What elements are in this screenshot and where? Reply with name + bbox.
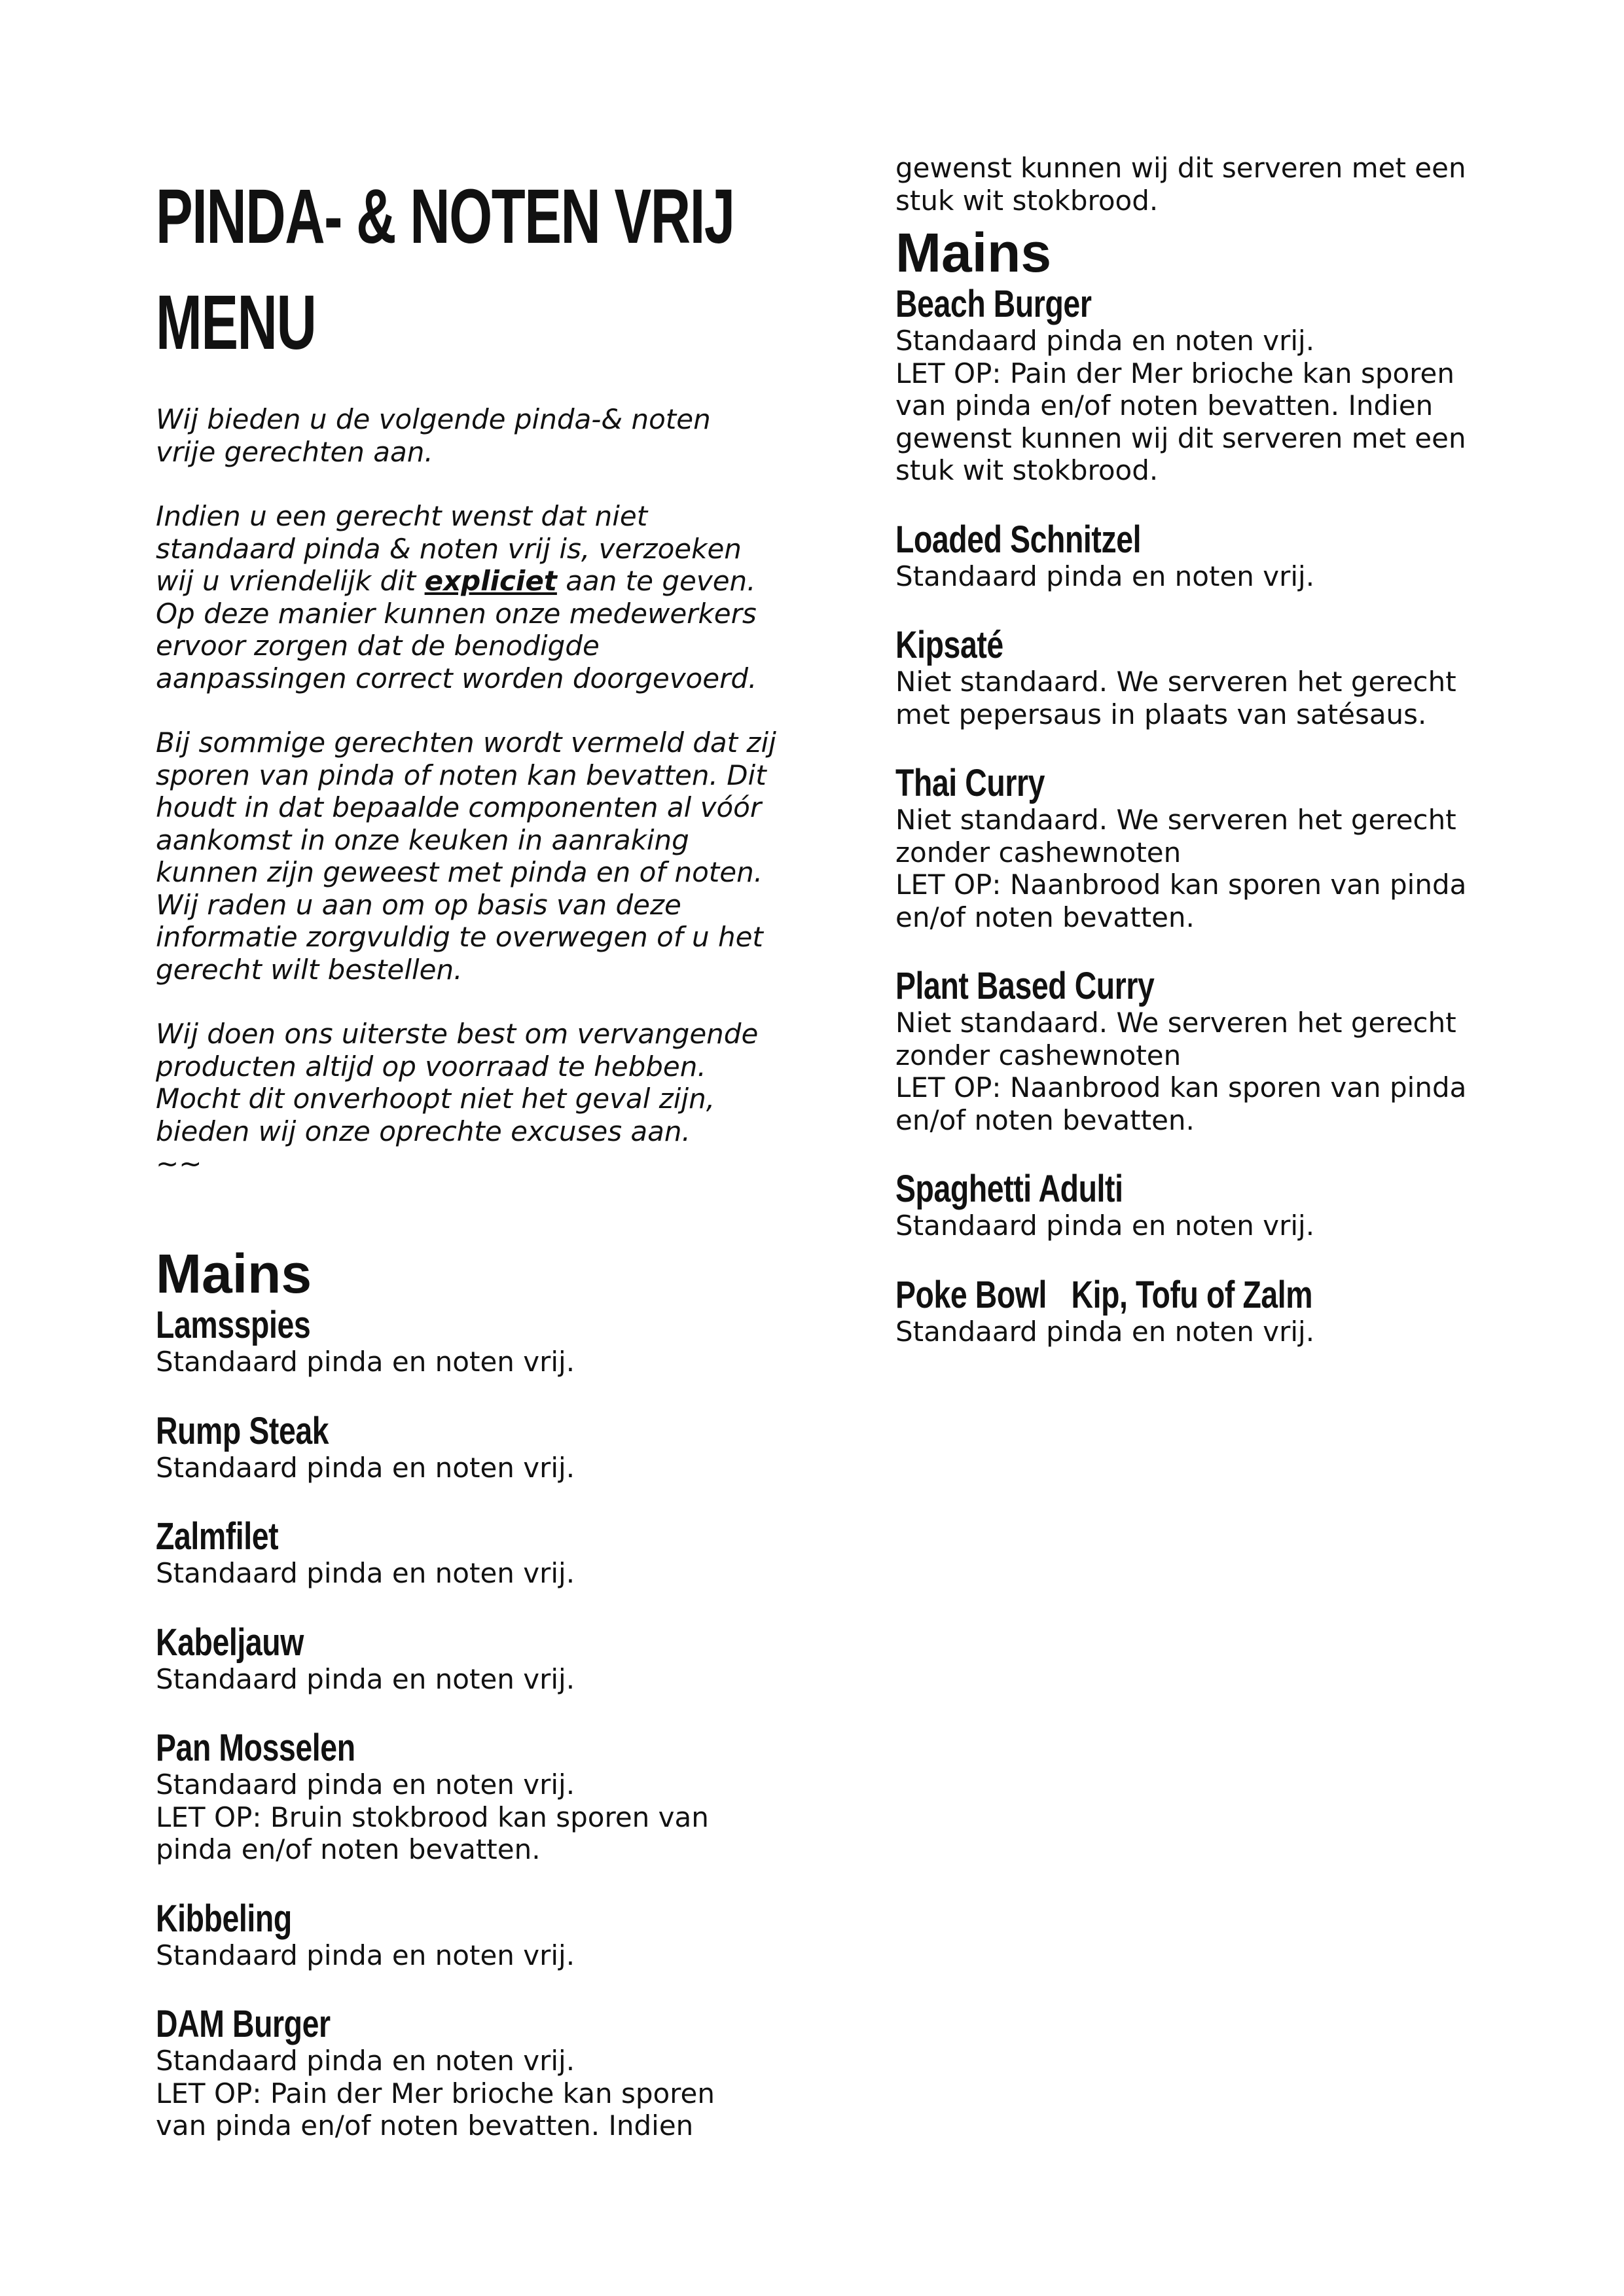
dish-name: Kibbeling bbox=[156, 1897, 292, 1940]
dish-description: Standaard pinda en noten vrij. bbox=[156, 1662, 575, 1695]
intro-text bbox=[156, 403, 810, 1212]
dish-item bbox=[156, 1623, 810, 1696]
intro-paragraph-3: Bij sommige gerechten wordt vermeld dat zij sporen van pinda of noten kan bevatten. Dit houdt in dat bepaalde componenten al vóór aankomst in onze keuken in aanraking kunnen zijn geweest met pinda en of noten. Wij raden u aan om op basis van deze informatie zorgvuldig te overwegen of u het gerecht wilt bestellen. bbox=[156, 726, 776, 986]
dish-item bbox=[895, 520, 1524, 593]
dish-item bbox=[156, 1728, 810, 1866]
dish-description: Standaard pinda en noten vrij. LET OP: Bruin stokbrood kan sporen van pinda en/of noten bevatten. bbox=[156, 1768, 709, 1865]
dish-item bbox=[895, 625, 1524, 730]
dish-name: Poke Bowl Kip, Tofu of Zalm bbox=[895, 1273, 1313, 1316]
dish-name: Beach Burger bbox=[895, 283, 1092, 325]
dish-name: Spaghetti Adulti bbox=[895, 1168, 1123, 1210]
dish-description: Standaard pinda en noten vrij. bbox=[895, 1315, 1315, 1348]
title-line-1: PINDA- & NOTEN VRIJ bbox=[156, 173, 734, 260]
section-title-mains: Mains bbox=[895, 222, 1052, 283]
dish-description: Standaard pinda en noten vrij. bbox=[156, 1939, 575, 1971]
dish-description: Niet standaard. We serveren het gerecht met pepersaus in plaats van satésaus. bbox=[895, 666, 1456, 730]
page-title bbox=[156, 164, 734, 376]
dish-description: Niet standaard. We serveren het gerecht zonder cashewnoten LET OP: Naanbrood kan sporen van pinda en/of noten bevatten. bbox=[895, 1007, 1467, 1136]
dish-item bbox=[895, 966, 1524, 1136]
dish-name: Kabeljauw bbox=[156, 1621, 304, 1664]
intro-tilde: ~~ bbox=[156, 1147, 202, 1179]
dish-description: Standaard pinda en noten vrij. bbox=[895, 560, 1315, 592]
section-title-mains: Mains bbox=[156, 1243, 312, 1304]
intro-paragraph-2-pre: Indien u een gerecht wenst dat niet standaard pinda & noten vrij is, verzoeken wij u vriendelijk dit bbox=[156, 500, 742, 597]
dish-description: Standaard pinda en noten vrij. bbox=[156, 1346, 575, 1378]
dish-name: Rump Steak bbox=[156, 1409, 329, 1452]
dish-item bbox=[156, 1899, 810, 1972]
dish-name: Pan Mosselen bbox=[156, 1727, 355, 1769]
dish-item bbox=[156, 1411, 810, 1484]
dish-name: Zalmfilet bbox=[156, 1515, 279, 1558]
dish-name: Thai Curry bbox=[895, 762, 1045, 804]
dish-description: Standaard pinda en noten vrij. LET OP: Pain der Mer brioche kan sporen van pinda en/of noten bevatten. Indien gewenst kunnen wij dit serveren met een stuk wit stokbrood. bbox=[895, 325, 1466, 486]
intro-emphasis-explicit: expliciet bbox=[424, 565, 557, 597]
dish-name: Kipsaté bbox=[895, 624, 1003, 666]
dish-description: Standaard pinda en noten vrij. bbox=[895, 1210, 1315, 1242]
left-mains-section bbox=[156, 1242, 810, 2175]
dish-name: Plant Based Curry bbox=[895, 965, 1155, 1007]
dish-description: Standaard pinda en noten vrij. LET OP: Pain der Mer brioche kan sporen van pinda en/of noten bevatten. Indien bbox=[156, 2045, 715, 2142]
right-mains-section bbox=[895, 221, 1524, 1380]
intro-paragraph-2 bbox=[156, 500, 810, 694]
dish-item bbox=[156, 1516, 810, 1590]
dish-item bbox=[895, 284, 1524, 487]
dish-name: Loaded Schnitzel bbox=[895, 518, 1142, 561]
intro-paragraph-4: Wij doen ons uiterste best om vervangende producten altijd op voorraad te hebben. Mocht dit onverhoopt niet het geval zijn, bieden wij onze oprechte excuses aan. bbox=[156, 1018, 759, 1147]
dish-name: DAM Burger bbox=[156, 2003, 331, 2045]
dish-item bbox=[895, 1169, 1524, 1242]
dish-item bbox=[895, 763, 1524, 933]
dish-description: Niet standaard. We serveren het gerecht zonder cashewnoten LET OP: Naanbrood kan sporen van pinda en/of noten bevatten. bbox=[895, 804, 1467, 933]
title-line-2: MENU bbox=[156, 279, 316, 366]
dish-item bbox=[156, 2004, 810, 2142]
dish-description: Standaard pinda en noten vrij. bbox=[156, 1557, 575, 1589]
dish-item bbox=[895, 1275, 1524, 1348]
intro-paragraph-2-post: aan te geven. Op deze manier kunnen onze medewerkers ervoor zorgen dat de benodigde aanpassingen correct worden doorgevoerd. bbox=[156, 565, 757, 694]
dish-name: Lamsspies bbox=[156, 1304, 311, 1346]
dish-item bbox=[156, 1305, 810, 1378]
dish-description: Standaard pinda en noten vrij. bbox=[156, 1451, 575, 1484]
intro-paragraph-1: Wij bieden u de volgende pinda-& noten vrije gerechten aan. bbox=[156, 403, 711, 468]
continued-text: gewenst kunnen wij dit serveren met een stuk wit stokbrood. bbox=[895, 152, 1466, 217]
